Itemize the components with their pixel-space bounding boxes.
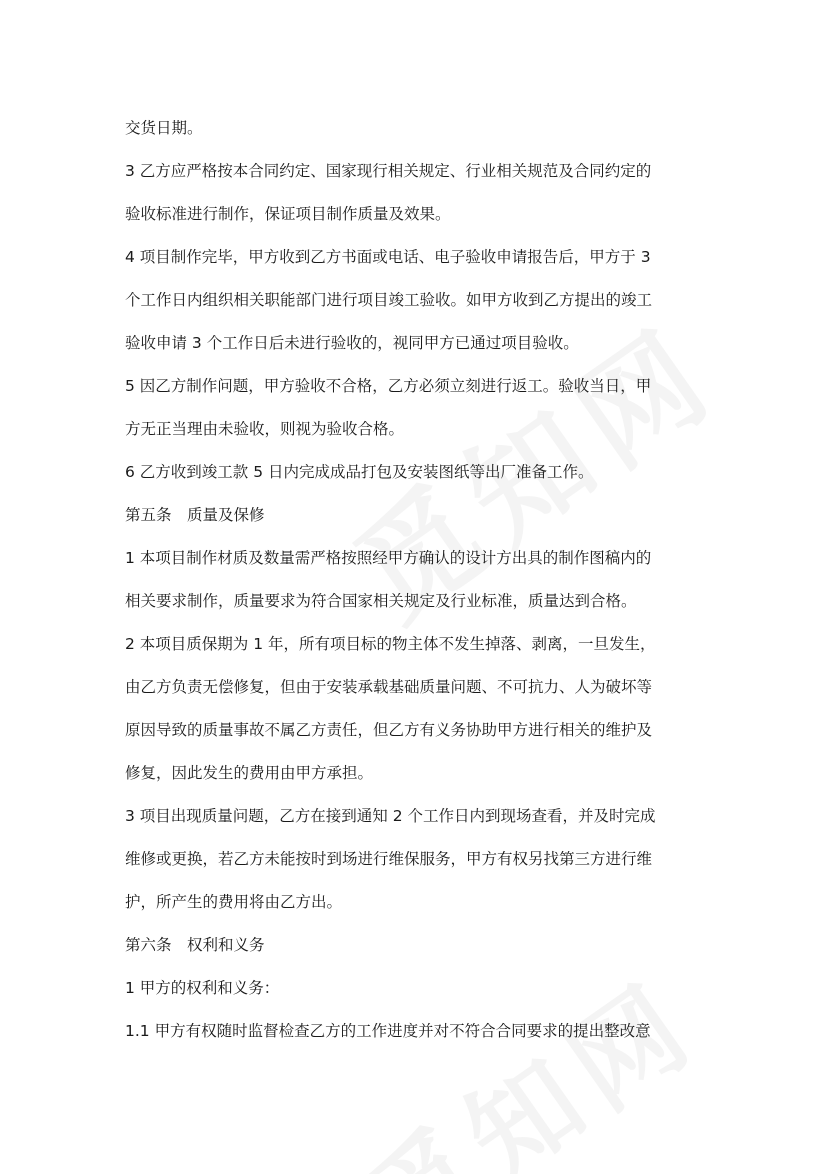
section-heading: 第五条 质量及保修 — [125, 506, 265, 524]
paragraph-line: 修复，因此发生的费用由甲方承担。 — [125, 764, 374, 782]
paragraph-line: 维修或更换，若乙方未能按时到场进行维保服务，甲方有权另找第三方进行维 — [125, 850, 653, 868]
paragraph-line: 相关要求制作，质量要求为符合国家相关规定及行业标准，质量达到合格。 — [125, 592, 637, 610]
paragraph-line: 方无正当理由未验收，则视为验收合格。 — [125, 420, 405, 438]
paragraph-line: 交货日期。 — [125, 119, 203, 137]
document-body — [125, 107, 705, 1053]
paragraph-line: 3 乙方应严格按本合同约定、国家现行相关规定、行业相关规范及合同约定的 — [125, 162, 652, 180]
paragraph-line: 1.1 甲方有权随时监督检查乙方的工作进度并对不符合合同要求的提出整改意 — [125, 1022, 651, 1040]
paragraph-line: 6 乙方收到竣工款 5 日内完成成品打包及安装图纸等出厂准备工作。 — [125, 463, 594, 481]
section-heading: 第六条 权利和义务 — [125, 936, 265, 954]
paragraph-line: 原因导致的质量事故不属乙方责任，但乙方有义务协助甲方进行相关的维护及 — [125, 721, 653, 739]
paragraph-line: 5 因乙方制作问题，甲方验收不合格，乙方必须立刻进行返工。验收当日，甲 — [125, 377, 652, 395]
paragraph-line: 验收标准进行制作，保证项目制作质量及效果。 — [125, 205, 451, 223]
paragraph-line: 由乙方负责无偿修复，但由于安装承载基础质量问题、不可抗力、人为破坏等 — [125, 678, 653, 696]
paragraph-line: 验收申请 3 个工作日后未进行验收的，视同甲方已通过项目验收。 — [125, 334, 579, 352]
paragraph-line: 护，所产生的费用将由乙方出。 — [125, 893, 343, 911]
paragraph-line: 1 甲方的权利和义务： — [125, 979, 280, 997]
paragraph-line: 4 项目制作完毕，甲方收到乙方书面或电话、电子验收申请报告后，甲方于 3 — [125, 248, 651, 266]
paragraph-line: 个工作日内组织相关职能部门进行项目竣工验收。如甲方收到乙方提出的竣工 — [125, 291, 653, 309]
paragraph-line: 1 本项目制作材质及数量需严格按照经甲方确认的设计方出具的制作图稿内的 — [125, 549, 652, 567]
paragraph-line: 2 本项目质保期为 1 年，所有项目标的物主体不发生掉落、剥离，一旦发生， — [125, 635, 656, 653]
paragraph-line: 3 项目出现质量问题，乙方在接到通知 2 个工作日内到现场查看，并及时完成 — [125, 807, 656, 825]
